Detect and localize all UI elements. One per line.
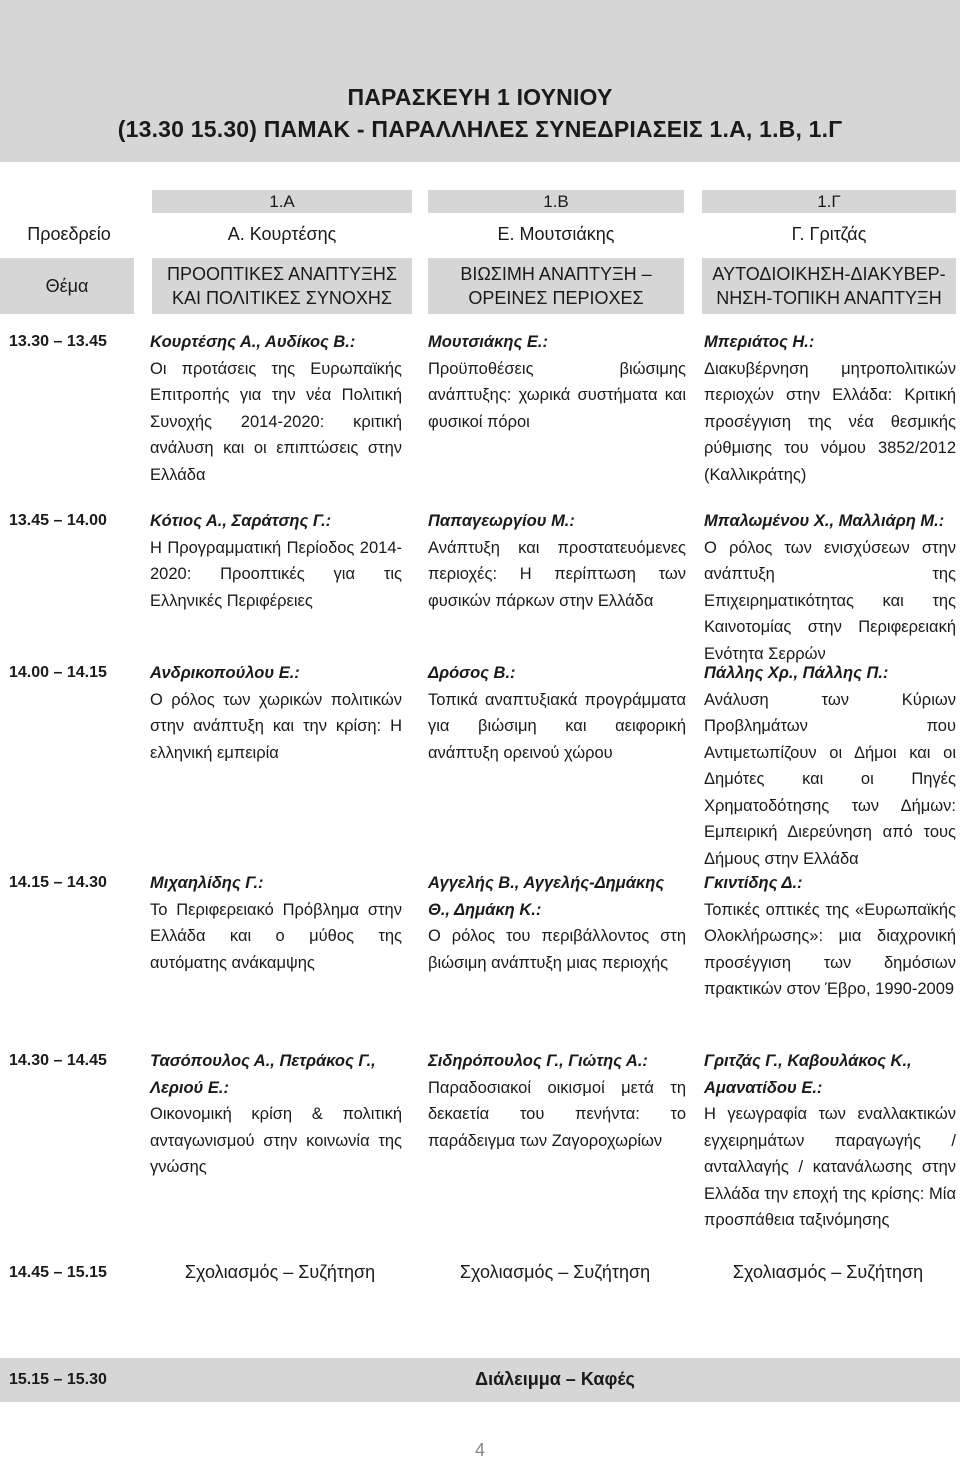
paper-b (428, 1048, 686, 1154)
paper-title: Η Προγραμματική Περίοδος 2014-2020: Προοπτικές για τις Ελληνικές Περιφέρειες (150, 538, 402, 610)
paper-title: Ο ρόλος των ενισχύσεων στην ανάπτυξη της Επιχειρηματικότητας και της Καινοτομίας στην Περιφερειακή Ενότητα Σερρών (704, 538, 956, 663)
paper-title: Παραδοσιακοί οικισμοί μετά τη δεκαετία του πενήντα: το παράδειγμα των Ζαγοροχωρίων (428, 1078, 686, 1150)
paper-a (150, 1048, 402, 1181)
theme-label-box (0, 258, 134, 314)
theme-label: Θέμα (45, 276, 89, 296)
paper-title: Ανάπτυξη και προστατευόμενες περιοχές: Η περίπτωση των φυσικών πάρκων στην Ελλάδα (428, 538, 686, 610)
time-slot: 14.30 – 14.45 (9, 1052, 107, 1069)
session-code-b: 1.Β (428, 190, 684, 213)
chair-label: Προεδρείο (27, 224, 111, 244)
session-code-c: 1.Γ (702, 190, 956, 213)
paper-a (150, 870, 402, 976)
theme-a-line1: ΠΡΟΟΠΤΙΚΕΣ ΑΝΑΠΤΥΞΗΣ (167, 264, 397, 284)
time-slot: 13.30 – 13.45 (9, 333, 107, 350)
paper-author: Σιδηρόπουλος Γ., Γιώτης Α.: (428, 1052, 648, 1070)
chair-b: Ε. Μουτσιάκης (497, 224, 615, 244)
paper-c (704, 508, 956, 667)
paper-title: Διακυβέρνηση μητροπολιτικών περιοχών στην Ελλάδα: Κριτική προσέγγιση της νέα θεσμικής ρύθμισης του νόμου 3852/2012 (Καλλικράτης) (704, 359, 956, 484)
paper-b (428, 870, 686, 976)
paper-author: Κουρτέσης Α., Αυδίκος Β.: (150, 333, 356, 351)
time-slot: 14.15 – 14.30 (9, 874, 107, 891)
paper-title: Ανάλυση των Κύριων Προβλημάτων που Αντιμετωπίζουν οι Δήμοι και οι Δημότες και οι Πηγές Χρηματοδότησης των Δήμων: Εμπειρική Διερεύνηση από τους Δήμους στην Ελλάδα (704, 690, 956, 868)
paper-c (704, 329, 956, 488)
theme-a-line2: ΚΑΙ ΠΟΛΙΤΙΚΕΣ ΣΥΝΟΧΗΣ (171, 288, 393, 308)
paper-title: Τοπικές οπτικές της «Ευρωπαϊκής Ολοκλήρωσης»: μια διαχρονική προσέγγιση των δημόσιων πρακτικών στον Έβρο, 1990-2009 (704, 900, 956, 998)
paper-author: Τασόπουλος Α., Πετράκος Γ., Λεριού Ε.: (150, 1052, 376, 1097)
paper-title: Το Περιφερειακό Πρόβλημα στην Ελλάδα και ο μύθος της αυτόματης ανάκαμψης (150, 900, 402, 972)
break-time: 15.15 – 15.30 (9, 1371, 107, 1388)
discussion-a: Σχολιασμός – Συζήτηση (184, 1262, 376, 1282)
theme-c-line2: ΝΗΣΗ-ΤΟΠΙΚΗ ΑΝΑΠΤΥΞΗ (716, 288, 942, 308)
discussion-time: 14.45 – 15.15 (9, 1264, 107, 1281)
page-number: 4 (474, 1440, 485, 1460)
paper-title: Ο ρόλος του περιβάλλοντος στη βιώσιμη ανάπτυξη μιας περιοχής (428, 927, 686, 972)
paper-author: Ανδρικοπούλου Ε.: (150, 664, 300, 682)
page-title: ΠΑΡΑΣΚΕΥΗ 1 ΙΟΥΝΙΟΥ (347, 84, 613, 110)
session-code-a: 1.Α (152, 190, 412, 213)
paper-title: Τοπικά αναπτυξιακά προγράμματα για βιώσιμη και αειφορική ανάπτυξη ορεινού χώρου (428, 690, 686, 762)
discussion-b: Σχολιασμός – Συζήτηση (459, 1262, 651, 1282)
paper-author: Μουτσιάκης Ε.: (428, 333, 548, 351)
chair-c: Γ. Γριτζάς (791, 224, 867, 244)
paper-a (150, 660, 402, 766)
theme-c (702, 258, 956, 314)
paper-c (704, 1048, 956, 1234)
paper-c (704, 870, 956, 1003)
paper-author: Γκιντίδης Δ.: (704, 874, 803, 892)
paper-author: Κότιος Α., Σαράτσης Γ.: (150, 512, 332, 530)
paper-author: Αγγελής Β., Αγγελής-Δημάκης Θ., Δημάκη Κ.: (428, 874, 665, 919)
paper-author: Πάλλης Χρ., Πάλλης Π.: (704, 664, 889, 682)
theme-b-line2: ΟΡΕΙΝΕΣ ΠΕΡΙΟΧΕΣ (468, 288, 644, 308)
paper-title: Προϋποθέσεις βιώσιμης ανάπτυξης: χωρικά συστήματα και φυσικοί πόροι (428, 359, 686, 431)
paper-author: Γριτζάς Γ., Καβουλάκος Κ., Αμανατίδου Ε.: (704, 1052, 912, 1097)
paper-author: Μπαλωμένου Χ., Μαλλιάρη Μ.: (704, 512, 945, 530)
paper-title: Η γεωγραφία των εναλλακτικών εγχειρημάτων παραγωγής / ανταλλαγής / κατανάλωσης στην Ελλάδα την εποχή της κρίσης: Μία προσπάθεια ταξινόμησης (704, 1105, 956, 1229)
theme-a (152, 258, 412, 314)
paper-b (428, 508, 686, 614)
paper-a (150, 508, 402, 614)
time-slot: 14.00 – 14.15 (9, 664, 107, 681)
page-subtitle: (13.30 15.30) ΠΑΜΑΚ - ΠΑΡΑΛΛΗΛΕΣ ΣΥΝΕΔΡΙΑΣΕΙΣ 1.Α, 1.Β, 1.Γ (117, 116, 843, 142)
theme-b-line1: ΒΙΩΣΙΜΗ ΑΝΑΠΤΥΞΗ – (460, 264, 652, 284)
paper-title: Οικονομική κρίση & πολιτική ανταγωνισμού στην κοινωνία της γνώσης (150, 1105, 402, 1176)
chair-a: Α. Κουρτέσης (227, 224, 337, 244)
paper-b (428, 660, 686, 766)
paper-a (150, 329, 402, 488)
paper-author: Μιχαηλίδης Γ.: (150, 874, 264, 892)
paper-author: Μπεριάτος Η.: (704, 333, 815, 351)
paper-title: Ο ρόλος των χωρικών πολιτικών στην ανάπτυξη και την κρίση: Η ελληνική εμπειρία (150, 690, 402, 762)
paper-b (428, 329, 686, 435)
break-label: Διάλειμμα – Καφές (475, 1369, 635, 1389)
discussion-c: Σχολιασμός – Συζήτηση (732, 1262, 924, 1282)
theme-b (428, 258, 684, 314)
theme-c-line1: ΑΥΤΟΔΙΟΙΚΗΣΗ-ΔΙΑΚΥΒΕΡ- (712, 264, 946, 284)
time-slot: 13.45 – 14.00 (9, 512, 107, 529)
paper-c (704, 660, 956, 872)
paper-author: Δρόσος Β.: (428, 664, 516, 682)
paper-title: Οι προτάσεις της Ευρωπαϊκής Επιτροπής για την νέα Πολιτική Συνοχής 2014-2020: κριτική ανάλυση και οι επιπτώσεις στην Ελλάδα (150, 359, 402, 484)
paper-author: Παπαγεωργίου Μ.: (428, 512, 575, 530)
